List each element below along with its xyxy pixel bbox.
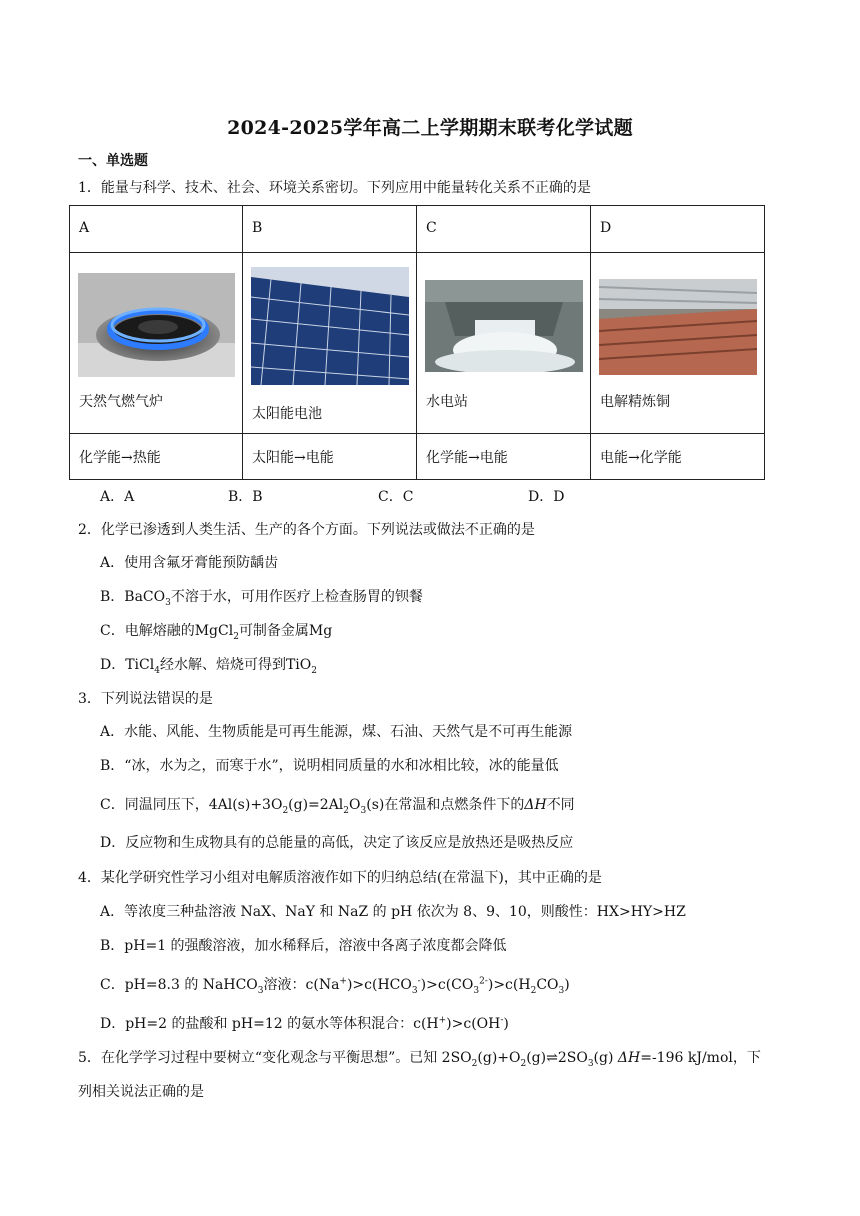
gas-stove-image <box>78 273 235 377</box>
solar-panel-image <box>251 267 409 385</box>
question-1-stem: 1．能量与科学、技术、社会、环境关系密切。下列应用中能量转化关系不正确的是 <box>78 180 591 196</box>
section-heading: 一、单选题 <box>78 153 148 169</box>
q3-option-d[interactable]: D．反应物和生成物具有的总能量的高低，决定了该反应是放热还是吸热反应 <box>100 835 574 851</box>
table-header-d: D <box>591 206 765 253</box>
choice-d[interactable]: D．D <box>528 489 565 505</box>
question-2-stem: 2．化学已渗透到人类生活、生产的各个方面。下列说法或做法不正确的是 <box>78 522 535 538</box>
q3-option-c[interactable]: C．同温同压下，$4Al(s)+3O_2(g)=2Al_2O_3(s)$在常温和点燃条件下的ΔH不同 <box>100 797 575 816</box>
q2-option-c[interactable]: C．电解熔融的MgCl$_2$可制备金属Mg <box>100 623 333 642</box>
table-header-b: B <box>243 206 417 253</box>
question-5-stem-line2: 列相关说法正确的是 <box>78 1084 204 1100</box>
cell-copper-refining <box>591 253 765 434</box>
q4-option-b[interactable]: B．pH=1 的强酸溶液，加水稀释后，溶液中各离子浓度都会降低 <box>100 938 507 954</box>
q3-option-b[interactable]: B．“冰，水为之，而寒于水”，说明相同质量的水和冰相比较，冰的能量低 <box>100 758 559 774</box>
energy-d: 电能→化学能 <box>591 434 765 480</box>
cell-hydropower <box>417 253 591 434</box>
caption-copper-refining: 电解精炼铜 <box>600 394 670 410</box>
q4-option-c[interactable]: C．pH=8.3 的 NaHCO$_3$溶液：$c(Na^+)>c(HCO_3^-)>c(CO_3^{2-})>c(H_2CO_3)$ <box>100 976 570 996</box>
question-1-choices <box>100 486 700 506</box>
copper-refining-image <box>599 279 757 375</box>
caption-hydropower: 水电站 <box>426 394 468 410</box>
energy-b: 太阳能→电能 <box>243 434 417 480</box>
energy-a: 化学能→热能 <box>70 434 243 480</box>
q4-option-d[interactable]: D．pH=2 的盐酸和 pH=12 的氨水等体积混合：c(H+)>c(OH-) <box>100 1015 509 1032</box>
choice-b[interactable]: B．B <box>228 489 263 505</box>
choice-a[interactable]: A．A <box>100 489 135 505</box>
table-header-c: C <box>417 206 591 253</box>
q2-option-a[interactable]: A．使用含氟牙膏能预防龋齿 <box>100 555 279 571</box>
caption-solar-cell: 太阳能电池 <box>252 406 322 422</box>
table-header-a: A <box>70 206 243 253</box>
caption-gas-stove: 天然气燃气炉 <box>79 394 163 410</box>
question-4-stem: 4．某化学研究性学习小组对电解质溶液作如下的归纳总结(在常温下)，其中正确的是 <box>78 870 602 886</box>
question-3-stem: 3．下列说法错误的是 <box>78 691 213 707</box>
question-5-stem: 5．在化学学习过程中要树立“变化观念与平衡思想”。已知 $2SO_2(g)+O_2(g)\rightleftharpoons 2SO_3(g)$ ΔH=-196 kJ/mol，下 <box>78 1050 761 1069</box>
choice-c[interactable]: C．C <box>378 489 414 505</box>
exam-title: 2024-2025学年高二上学期期末联考化学试题 <box>227 117 633 139</box>
cell-solar-panel <box>243 253 417 434</box>
q2-option-b[interactable]: B．BaCO$_3$不溶于水，可用作医疗上检查肠胃的钡餐 <box>100 589 423 608</box>
energy-c: 化学能→电能 <box>417 434 591 480</box>
q2-option-d[interactable]: D．TiCl$_4$经水解、焙烧可得到TiO$_2$ <box>100 657 317 676</box>
cell-gas-stove <box>70 253 243 434</box>
energy-table <box>69 205 765 480</box>
q3-option-a[interactable]: A．水能、风能、生物质能是可再生能源，煤、石油、天然气是不可再生能源 <box>100 724 573 740</box>
q4-option-a[interactable]: A．等浓度三种盐溶液 NaX、NaY 和 NaZ 的 pH 依次为 8、9、10，则酸性：HX>HY>HZ <box>100 904 686 920</box>
hydropower-station-image <box>425 280 583 372</box>
